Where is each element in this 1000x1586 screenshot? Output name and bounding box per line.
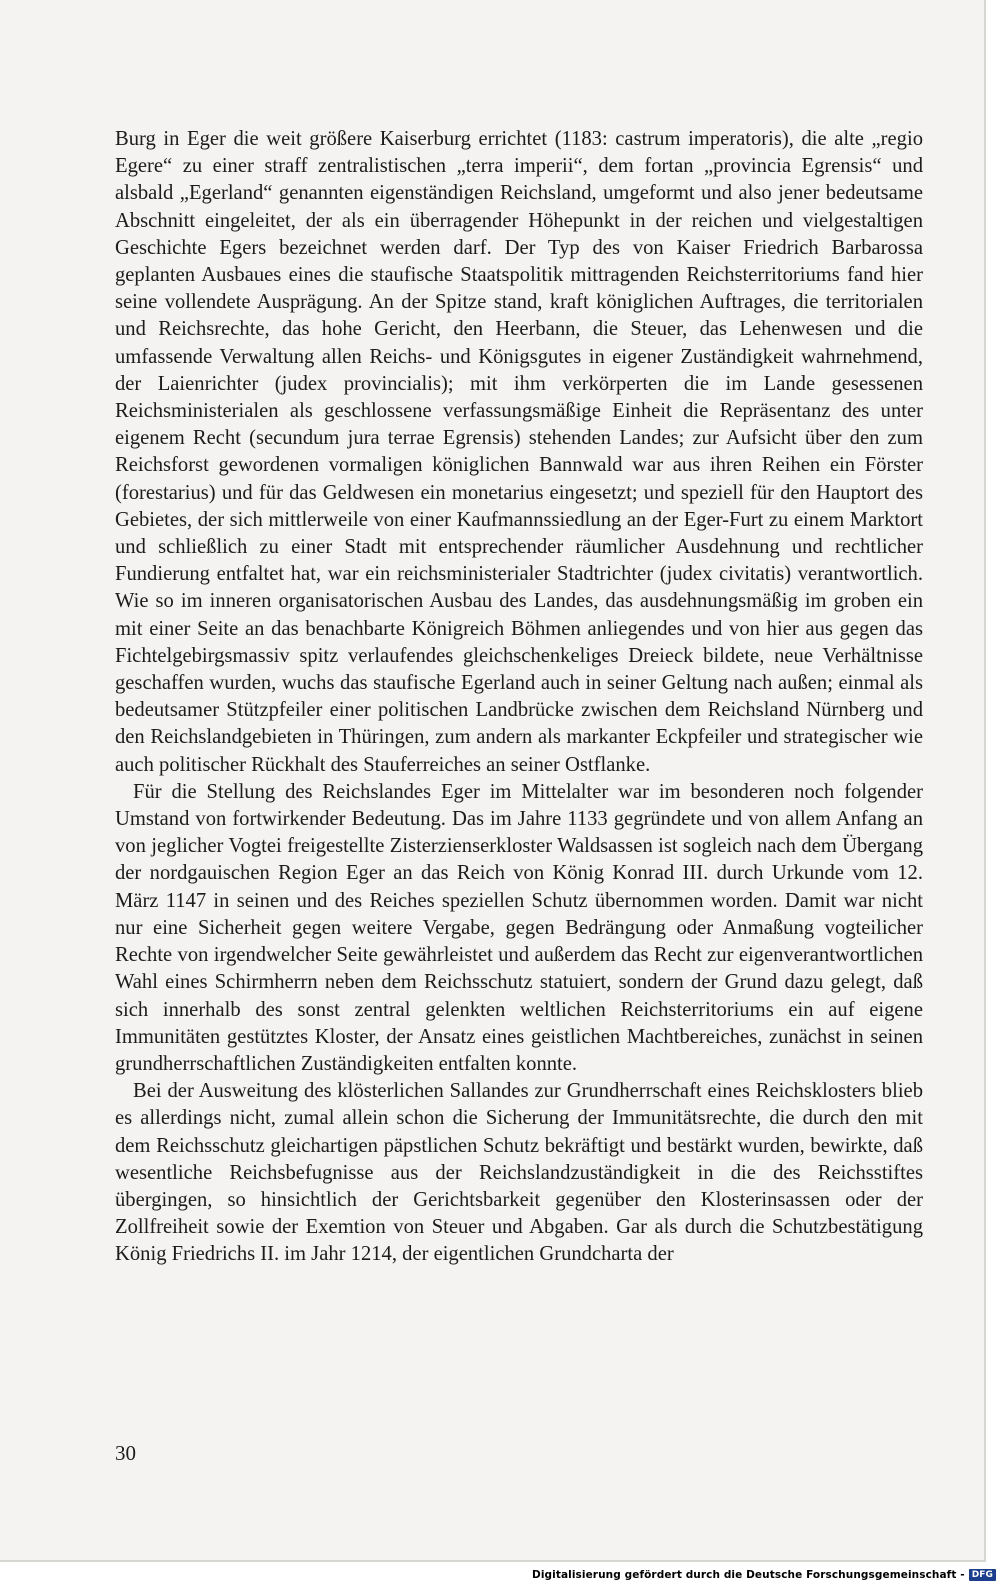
dfg-logo: DFG — [969, 1569, 996, 1581]
paragraph-2: Für die Stellung des Reichslandes Eger im Mittelalter war im besonderen noch folgender Umstand von fortwirkender Bedeutung. Das im Jahre 1133 gegründete und von allem Anfang an von jeglicher Vogtei freigestellte Zisterzienserkloster Waldsassen ist sogleich nach dem Übergang der nordgauischen Region Eger an das Reich von König Konrad III. durch Urkunde vom 12. März 1147 in seinen und des Reiches speziellen Schutz übernommen worden. Damit war nicht nur eine Sicherheit gegen weitere Vergabe, gegen Bedrängung oder Anmaßung vogteilicher Rechte von irgendwelcher Seite gewährleistet und außerdem das Recht zur eigenverantwortlichen Wahl eines Schirmherrn neben dem Reichsschutz statuiert, sondern der Grund dazu gelegt, daß sich innerhalb des sonst zentral gelenkten weltlichen Reichsterritoriums ein auf eigene Immunitäten gestütztes Kloster, der Ansatz eines geistlichen Machtbereiches, zunächst in seinen grundherrschaftlichen Zuständigkeiten entfalten konnte. — [115, 780, 923, 1075]
digitization-footer — [532, 1569, 996, 1581]
body-text — [115, 126, 923, 1269]
paragraph-3: Bei der Ausweitung des klösterlichen Sallandes zur Grundherrschaft eines Reichsklosters blieb es allerdings nicht, zumal allein schon die Sicherung der Immunitätsrechte, die durch den mit dem Reichsschutz gleichartigen päpstlichen Schutz bekräftigt und bestärkt wurden, bewirkte, daß wesentliche Reichsbefugnisse aus der Reichslandzuständigkeit in die des Reichsstiftes übergingen, so hinsichtlich der Gerichtsbarkeit gegenüber den Klosterinsassen oder der Zollfreiheit sowie der Exemtion von Steuer und Abgaben. Gar als durch die Schutzbestätigung König Friedrichs II. im Jahr 1214, der eigentlichen Grundcharta der — [115, 1080, 923, 1266]
page-number: 30 — [115, 1441, 136, 1465]
paragraph-1: Burg in Eger die weit größere Kaiserburg errichtet (1183: castrum imperatoris), die alte „regio Egere“ zu einer straff zentralistischen „terra imperii“, dem fortan „provincia Egrensis“ und alsbald „Egerland“ genannten eigenständigen Reichsland, umgeformt und also jener bedeutsame Abschnitt eingeleitet, der als ein überragender Höhepunkt in der reichen und vielgestaltigen Geschichte Egers bezeichnet werden darf. Der Typ des von Kaiser Friedrich Barbarossa geplanten Ausbaues eines die staufische Staatspolitik mittragenden Reichsterritoriums fand hier seine vollendete Ausprägung. An der Spitze stand, kraft königlichen Auftrages, die territorialen und Reichsrechte, das hohe Gericht, den Heerbann, die Steuer, das Lehenwesen und die umfassende Verwaltung allen Reichs- und Königsgutes in eigener Zuständigkeit wahrnehmend, der Laienrichter (judex provincialis); mit ihm verkörperten die im Lande gesessenen Reichsministerialen als geschlossene verfassungsmäßige Einheit die Repräsentanz des unter eigenem Recht (secundum jura terrae Egrensis) stehenden Landes; zur Aufsicht über den zum Reichsforst gewordenen vormaligen königlichen Bannwald war aus ihren Reihen ein Förster (forestarius) und für das Geldwesen ein monetarius eingesetzt; und speziell für den Hauptort des Gebietes, der sich mittlerweile von einer Kaufmannssiedlung an der Eger-Furt zu einem Marktort und schließlich zu einer Stadt mit entsprechender räumlicher Ausdehnung und rechtlicher Fundierung entfaltet hat, war ein reichsministerialer Stadtrichter (judex civitatis) verantwortlich. Wie so im inneren organisatorischen Ausbau des Landes, das ausdehnungsmäßig im groben ein mit einer Seite an das benachbarte Königreich Böhmen anliegendes und von hier aus gegen das Fichtelgebirgsmassiv spitz verlaufendes gleichschenkeliges Dreieck bildete, neue Verhältnisse geschaffen wurden, wuchs das staufische Egerland auch in seiner Geltung nach außen; einmal als bedeutsamer Stützpfeiler einer politischen Landbrücke zwischen dem Reichsland Nürnberg und den Reichslandgebieten in Thüringen, zum andern als markanter Eckpfeiler und strategischer wie auch politischer Rückhalt des Stauferreiches an seiner Ostflanke. — [115, 128, 923, 776]
footer-credit-text: Digitalisierung gefördert durch die Deutsche Forschungsgemeinschaft - — [532, 1569, 965, 1581]
